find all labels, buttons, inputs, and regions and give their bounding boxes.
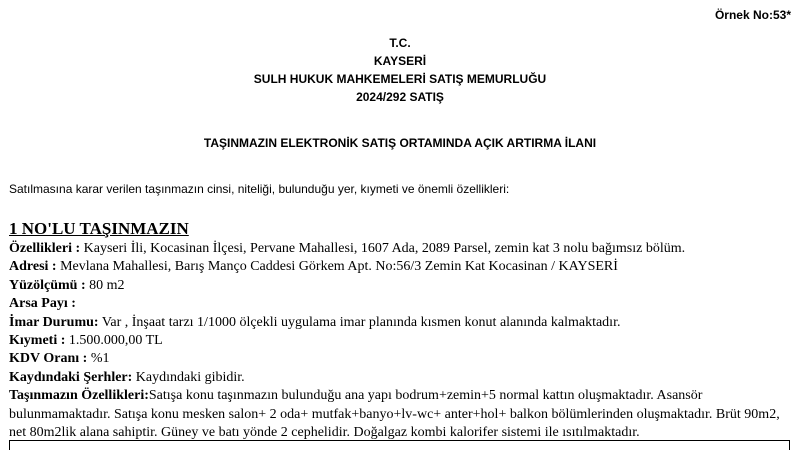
field-address [9,258,791,276]
table-border [9,440,790,450]
field-annotations [9,369,791,387]
field-label: Yüzölçümü : [9,277,86,293]
field-label: Taşınmazın Özellikleri: [9,388,149,404]
court-header [0,34,800,106]
field-property-details [9,387,791,442]
property-heading: 1 NO'LU TAŞINMAZIN [9,219,189,238]
intro-text: Satılmasına karar verilen taşınmazın cinsi, niteliği, bulunduğu yer, kıymeti ve önemli özellikleri: [9,182,510,196]
field-label: KDV Oranı : [9,351,88,367]
field-label: Kaydındaki Şerhler: [9,369,133,385]
field-value: Kayseri İli, Kocasinan İlçesi, Pervane Mahallesi, 1607 Ada, 2089 Parsel, zemin kat 3 nolu bağımsız bölüm. [80,241,686,256]
field-label: Özellikleri : [9,241,81,256]
field-label: Kıymeti : [9,333,66,349]
field-value: Mevlana Mahallesi, Barış Manço Caddesi Görkem Apt. No:56/3 Zemin Kat Kocasinan / KAYSERİ [56,259,618,275]
field-features [9,240,791,258]
announcement-title: TAŞINMAZIN ELEKTRONİK SATIŞ ORTAMINDA AÇIK ARTIRMA İLANI [203,136,597,150]
field-value: Var , İnşaat tarzı 1/1000 ölçekli uygulama imar planında kısmen konut alanında kalmaktadır. [98,314,621,330]
field-land-share [9,295,791,313]
field-label: Adresi : [9,259,57,275]
property-section [9,218,791,442]
sample-number: Örnek No:53* [714,8,791,22]
header-line-city: KAYSERİ [373,54,427,68]
field-value: %1 [87,351,110,367]
field-label: Arsa Payı : [9,296,76,312]
header-line-tc: T.C. [389,36,411,50]
field-value: Kaydındaki gibidir. [132,369,245,385]
field-value: 80 m2 [85,277,125,293]
field-vat-rate [9,350,791,368]
field-label: İmar Durumu: [9,314,99,330]
field-value-amount [9,332,791,350]
field-value: Satışa konu taşınmazın bulunduğu ana yapı bodrum+zemin+5 normal kattın oluşmaktadır. Asansör bulunmamaktadır. Satışa konu mesken salon+ 2 oda+ mutfak+banyo+lv-wc+ anter+hol+ balkon bölümlerinden oluşmaktadır. Brüt 90m2, net 80m2lik alana sahiptir. Güney ve batı yönde 2 cephelidir. Doğalgaz kombi kalorifer sistemi ile ısıtılmaktadır. [9,388,780,441]
field-area [9,277,791,295]
field-value: 1.500.000,00 TL [65,333,163,349]
header-line-file-number: 2024/292 SATIŞ [356,90,444,104]
header-line-office: SULH HUKUK MAHKEMELERİ SATIŞ MEMURLUĞU [253,72,547,86]
field-zoning [9,314,791,332]
